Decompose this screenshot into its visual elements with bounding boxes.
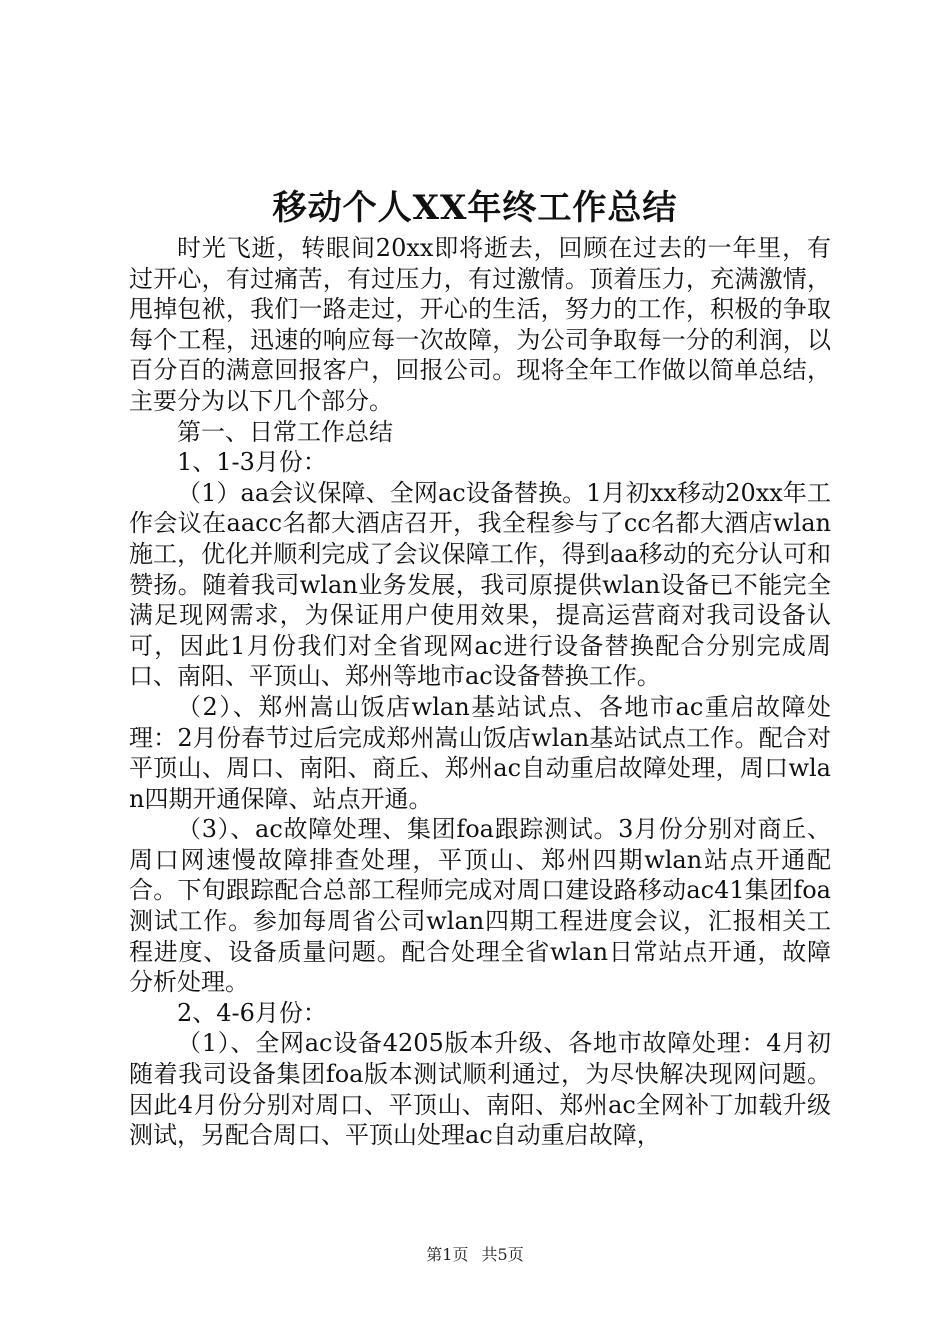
document-body (129, 233, 831, 1151)
paragraph-item-1-2: （2）、郑州嵩山饭店wlan基站试点、各地市ac重启故障处理：2月份春节过后完成郑州嵩山饭店wlan基站试点工作。配合对平顶山、周口、南阳、商丘、郑州ac自动重启故障处理，周口wlan四期开通保障、站点开通。 (129, 692, 831, 813)
subheading-jan-mar: 1、1-3月份： (177, 448, 327, 477)
paragraph-item-1-1: （1）aa会议保障、全网ac设备替换。1月初xx移动20xx年工作会议在aacc名都大酒店召开，我全程参与了cc名都大酒店wlan施工，优化并顺利完成了会议保障工作，得到aa移动的充分认可和赞扬。随着我司wlan业务发展，我司原提供wlan设备已不能完全满足现网需求，为保证用户使用效果，提高运营商对我司设备认可，因此1月份我们对全省现网ac进行设备替换配合分别完成周口、南阳、平顶山、郑州等地市ac设备替换工作。 (129, 478, 831, 691)
paragraph-item-2-1: （1）、全网ac设备4205版本升级、各地市故障处理：4月初随着我司设备集团foa版本测试顺利通过，为尽快解决现网问题。因此4月份分别对周口、平顶山、南阳、郑州ac全网补丁加载升级测试，另配合周口、平顶山处理ac自动重启故障， (129, 1029, 831, 1150)
paragraph-item-1-3: （3）、ac故障处理、集团foa跟踪测试。3月份分别对商丘、周口网速慢故障排查处理，平顶山、郑州四期wlan站点开通配合。下旬跟踪配合总部工程师完成对周口建设路移动ac41集团foa测试工作。参加每周省公司wlan四期工程进度会议，汇报相关工程进度、设备质量问题。配合处理全省wlan日常站点开通，故障分析处理。 (129, 815, 831, 997)
page-footer (0, 1245, 950, 1265)
paragraph-intro: 时光飞逝，转眼间20xx即将逝去，回顾在过去的一年里，有过开心，有过痛苦，有过压力，有过激情。顶着压力，充满激情，甩掉包袱，我们一路走过，开心的生活，努力的工作，积极的争取每个工程，迅速的响应每一次故障，为公司争取每一分的利润，以百分百的满意回报客户，回报公司。现将全年工作做以简单总结，主要分为以下几个部分。 (129, 234, 831, 415)
document-title: 移动个人XX年终工作总结 (272, 188, 678, 228)
page-total: 共5页 (481, 1245, 524, 1264)
subheading-apr-jun: 2、4-6月份： (177, 998, 327, 1027)
page-number: 第1页 (426, 1245, 469, 1264)
section-heading-daily-work: 第一、日常工作总结 (177, 417, 393, 446)
